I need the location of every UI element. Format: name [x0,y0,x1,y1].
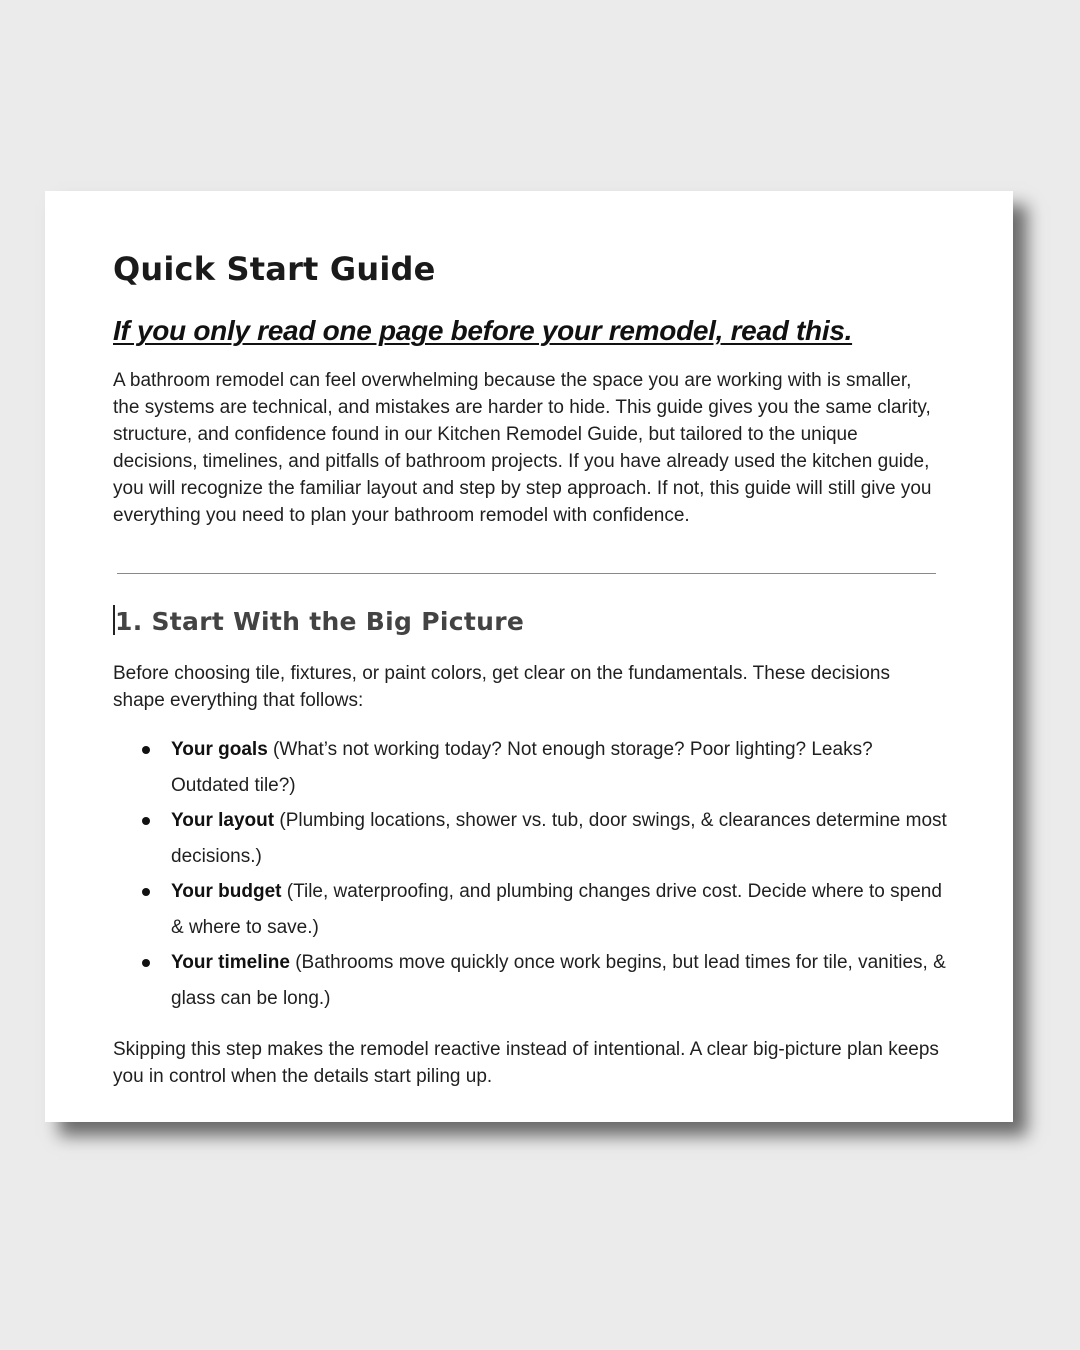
list-item-label: Your budget [171,881,282,902]
bullet-icon [142,746,150,754]
section-heading[interactable] [113,604,1013,640]
list-item-text: (Plumbing locations, shower vs. tub, door swings, & clearances determine most decisions.) [171,810,947,867]
list-item-label: Your layout [171,810,275,831]
closing-paragraph: Skipping this step makes the remodel reactive instead of intentional. A clear big-picture plan keeps you in control when the details start piling up. [113,1039,939,1087]
page-title: Quick Start Guide [113,250,436,288]
section-lead-paragraph: Before choosing tile, fixtures, or paint colors, get clear on the fundamentals. These decisions shape everything that follows: [113,663,890,711]
bullet-icon [142,959,150,967]
section-divider [117,573,936,574]
list-item-text: (Tile, waterproofing, and plumbing changes drive cost. Decide where to spend & where to save.) [171,881,942,938]
document-page [45,191,1013,1122]
list-item [171,945,951,1016]
list-item [171,874,951,945]
bullet-icon [142,817,150,825]
text-cursor [113,605,115,635]
bullet-icon [142,888,150,896]
list-item [171,803,951,874]
page-subtitle: If you only read one page before your remodel, read this. [113,315,853,346]
list-item-text: (Bathrooms move quickly once work begins, but lead times for tile, vanities, & glass can be long.) [171,952,946,1009]
list-item-label: Your timeline [171,952,290,973]
fundamentals-list [113,732,951,1016]
intro-paragraph: A bathroom remodel can feel overwhelming because the space you are working with is smaller, the systems are technical, and mistakes are harder to hide. This guide gives you the same clarity, structure, and confidence found in our Kitchen Remodel Guide, but tailored to the unique decisions, timelines, and pitfalls of bathroom projects. If you have already used the kitchen guide, you will recognize the familiar layout and step by step approach. If not, this guide will still give you everything you need to plan your bathroom remodel with confidence. [113,370,932,526]
list-item [171,732,951,803]
list-item-text: (What’s not working today? Not enough storage? Poor lighting? Leaks? Outdated tile?) [171,739,873,796]
list-item-label: Your goals [171,739,268,760]
section-heading-text: 1. Start With the Big Picture [115,607,525,636]
